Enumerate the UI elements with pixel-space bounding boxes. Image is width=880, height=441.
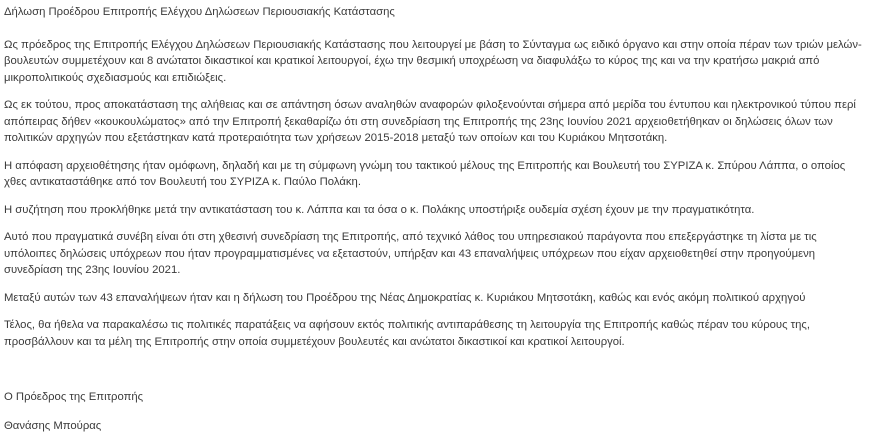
paragraph-technical-error: Αυτό που πραγματικά συνέβη είναι ότι στη χθεσινή συνεδρίαση της Επιτροπής, από τεχνικό λάθος του υπηρεσιακού παράγοντα που επεξεργάστηκε τη λίστα με τις υπόλοιπες δηλώσεις υπόχρεων που ήταν προγραμματισμένες να εξεταστούν, υπήρξαν και 43 επαναλήψεις υπόχρεων που είχαν αρχειοθετηθεί στην προηγούμενη συνεδρίαση της 23ης Ιουνίου 2021. [4,231,817,276]
signature-role: Ο Πρόεδρος της Επιτροπής [4,391,144,403]
paragraph-discussion: Η συζήτηση που προκλήθηκε μετά την αντικατάσταση του κ. Λάππα και τα όσα ο κ. Πολάκης υποστήριξε ουδεμία σχέση έχουν με την πραγματικότητα. [4,203,755,216]
signature-spacer [4,361,870,389]
paragraph-repetitions: Μεταξύ αυτών των 43 επαναλήψεων ήταν και η δήλωση του Προέδρου της Νέας Δημοκρατίας κ. Κυριάκου Μητσοτάκη, καθώς και ενός ακόμη πολιτικού αρχηγού [4,291,806,304]
document-title: Δήλωση Προέδρου Επιτροπής Ελέγχου Δηλώσεων Περιουσιακής Κατάστασης [4,6,395,18]
signature-name: Θανάσης Μπούρας [4,419,102,432]
paragraph-unanimous-decision: Η απόφαση αρχειοθέτησης ήταν ομόφωνη, δηλαδή και με τη σύμφωνη γνώμη του τακτικού μέλους της Επιτροπής και Βουλευτή του ΣΥΡΙΖΑ κ. Σπύρου Λάππα, ο οποίος χθες αντικαταστάθηκε από τον Βουλευτή του ΣΥΡΙΖΑ κ. Παύλο Πολάκη. [4,159,846,188]
paragraph-closing-request: Τέλος, θα ήθελα να παρακαλέσω τις πολιτικές παρατάξεις να αφήσουν εκτός πολιτικής αντιπαράθεσης τη λειτουργία της Επιτροπής καθώς πέραν του κύρους της, προσβάλλουν και τα μέλη της Επιτροπής στην οποία συμμετέχουν βουλευτές και ανώτατοι δικαστικοί και κρατικοί λειτουργοί. [4,319,811,348]
paragraph-clarification: Ως εκ τούτου, προς αποκατάσταση της αλήθειας και σε απάντηση όσων αναληθών αναφορών φιλοξενούνται σήμερα από μερίδα του έντυπου και ηλεκτρονικού τύπου περί απόπειρας δήθεν «κουκουλώματος» από την Επιτροπή ξεκαθαρίζω ότι στη συνεδρίαση της Επιτροπής της 23ης Ιουνίου 2021 αρχειοθετήθηκαν οι δηλώσεις όλων των πολιτικών αρχηγών που εξετάστηκαν κατά προτεραιότητα των χρήσεων 2015-2018 μεταξύ των οποίων και του Κυριάκου Μητσοτάκη. [4,99,856,144]
paragraph-role-statement: Ως πρόεδρος της Επιτροπής Ελέγχου Δηλώσεων Περιουσιακής Κατάστασης που λειτουργεί με βάση το Σύνταγμα ως ειδικό όργανο και στην οποία πέραν των τριών μελών-βουλευτών συμμετέχουν και 8 ανώτατοι δικαστικοί και κρατικοί λειτουργοί, έχω την θεσμική υποχρέωση να διαφυλάξω το κύρος της και να την κρατήσω μακριά από μικροπολιτικούς σχεδιασμούς και επιδιώξεις. [4,38,862,84]
